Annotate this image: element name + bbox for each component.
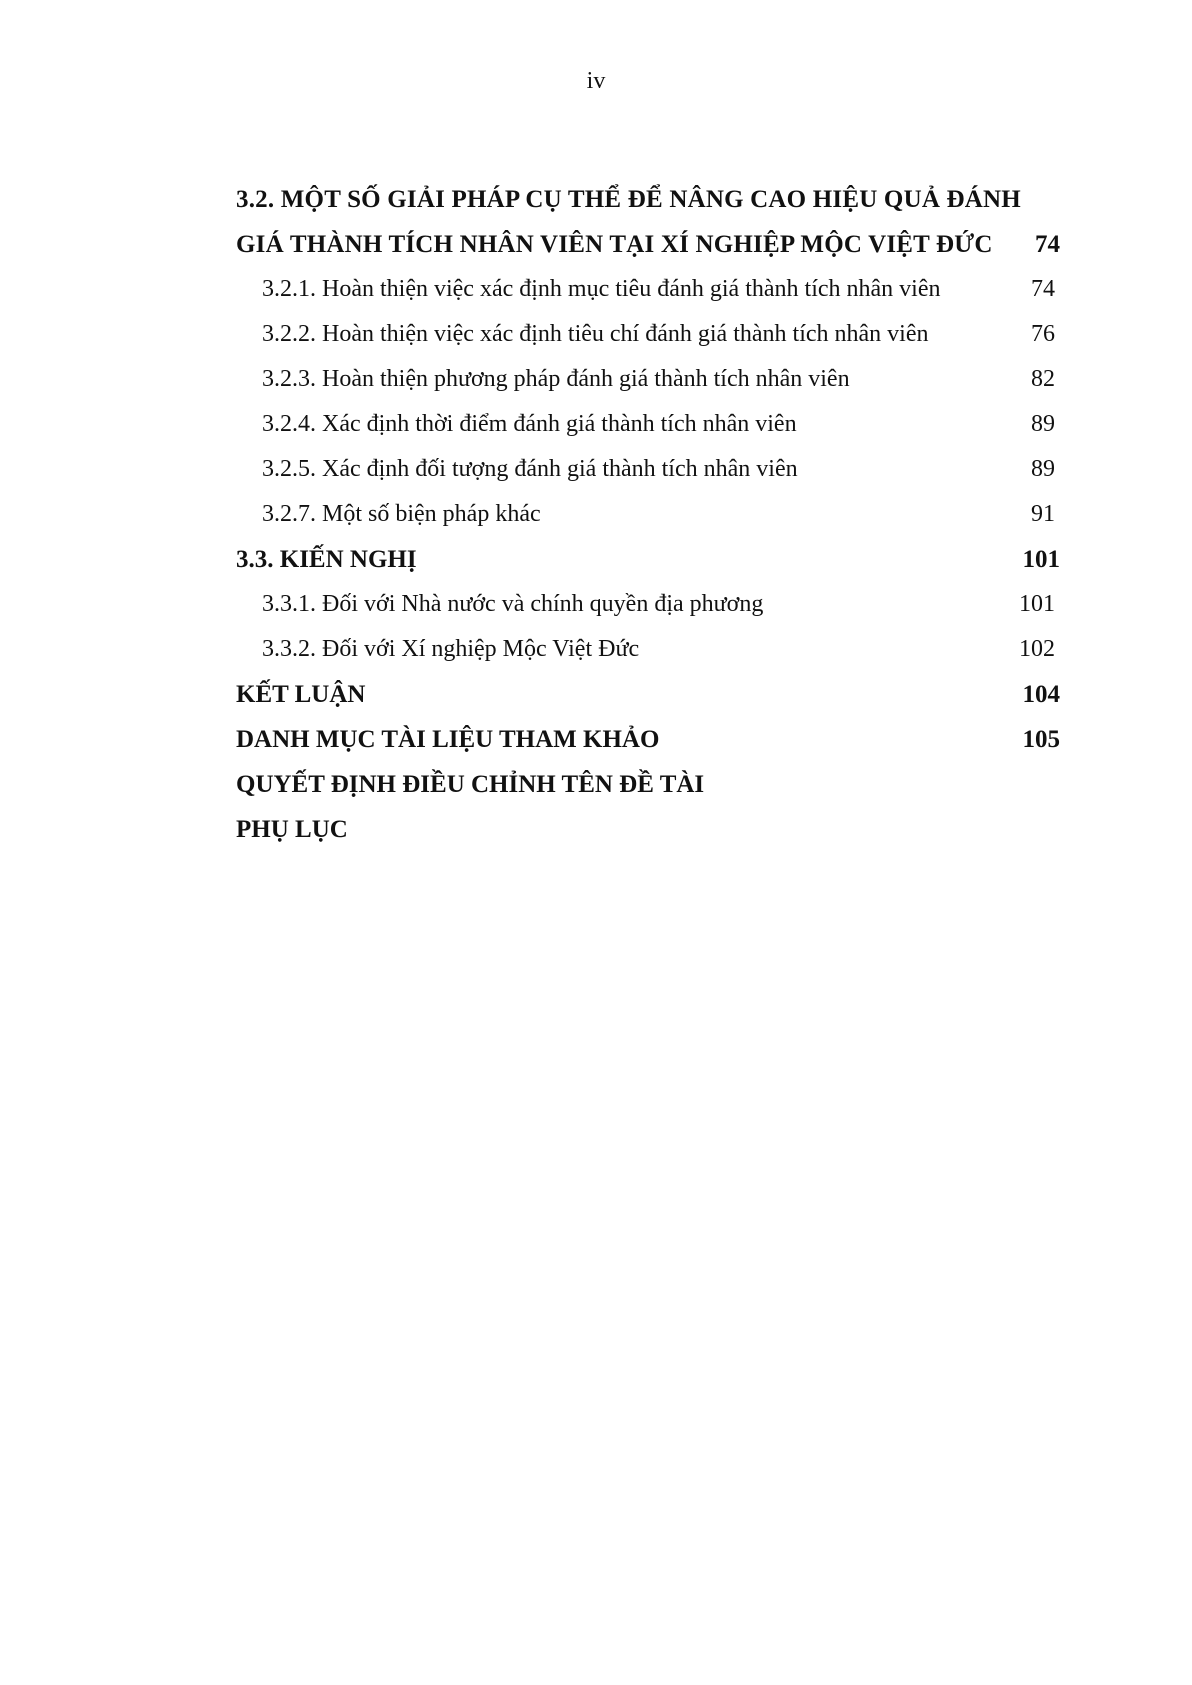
toc-page-number: 74 [1035, 231, 1060, 258]
toc-heading-3-2-line1[interactable] [236, 177, 1060, 222]
toc-page-number: 102 [1019, 636, 1055, 662]
toc-item-3-2-2[interactable] [236, 312, 1060, 357]
toc-heading-title: QUYẾT ĐỊNH ĐIỀU CHỈNH TÊN ĐỀ TÀI [236, 771, 705, 798]
page-number: iv [586, 68, 606, 94]
toc-heading-title: 3.3. KIẾN NGHỊ [236, 546, 417, 573]
toc-item-3-2-5[interactable] [236, 447, 1060, 492]
toc-page-number: 91 [1031, 501, 1055, 527]
toc-heading-3-3[interactable] [236, 537, 1060, 582]
toc-item-title: 3.3.2. Đối với Xí nghiệp Mộc Việt Đức [262, 636, 640, 662]
toc-item-3-3-2[interactable] [236, 627, 1060, 672]
toc-item-title: 3.2.3. Hoàn thiện phương pháp đánh giá thành tích nhân viên [262, 366, 850, 392]
toc-item-3-2-3[interactable] [236, 357, 1060, 402]
toc-heading-title: DANH MỤC TÀI LIỆU THAM KHẢO [236, 726, 660, 753]
toc-conclusion[interactable] [236, 672, 1060, 717]
toc-references[interactable] [236, 717, 1060, 762]
toc-heading-title: PHỤ LỤC [236, 816, 348, 843]
toc-item-title: 3.2.5. Xác định đối tượng đánh giá thành tích nhân viên [262, 456, 798, 482]
toc-item-title: 3.2.1. Hoàn thiện việc xác định mục tiêu đánh giá thành tích nhân viên [262, 276, 941, 302]
toc-page-number: 74 [1031, 276, 1055, 302]
toc-page-number: 76 [1031, 321, 1055, 347]
toc-page-number: 101 [1019, 591, 1055, 617]
toc-decision[interactable] [236, 762, 1060, 807]
toc-heading-title: GIÁ THÀNH TÍCH NHÂN VIÊN TẠI XÍ NGHIỆP MỘC VIỆT ĐỨC [236, 231, 993, 258]
toc-page-number: 89 [1031, 411, 1055, 437]
toc-item-3-2-4[interactable] [236, 402, 1060, 447]
toc-page-number: 105 [1022, 726, 1060, 753]
toc-heading-title: 3.2. MỘT SỐ GIẢI PHÁP CỤ THỂ ĐỂ NÂNG CAO HIỆU QUẢ ĐÁNH [236, 186, 1021, 213]
toc-heading-title: KẾT LUẬN [236, 681, 366, 708]
toc-item-3-3-1[interactable] [236, 582, 1060, 627]
toc-heading-3-2-line2[interactable] [236, 222, 1060, 267]
toc-item-3-2-7[interactable] [236, 492, 1060, 537]
toc-item-3-2-1[interactable] [236, 267, 1060, 312]
toc-page-number: 89 [1031, 456, 1055, 482]
toc-item-title: 3.2.2. Hoàn thiện việc xác định tiêu chí đánh giá thành tích nhân viên [262, 321, 929, 347]
toc-page-number: 104 [1022, 681, 1060, 708]
toc-page-number: 82 [1031, 366, 1055, 392]
toc-item-title: 3.2.4. Xác định thời điểm đánh giá thành tích nhân viên [262, 411, 797, 437]
toc-item-title: 3.2.7. Một số biện pháp khác [262, 501, 541, 527]
table-of-contents [236, 177, 1060, 852]
toc-item-title: 3.3.1. Đối với Nhà nước và chính quyền địa phương [262, 591, 764, 617]
toc-appendix[interactable] [236, 807, 1060, 852]
toc-page-number: 101 [1022, 546, 1060, 573]
